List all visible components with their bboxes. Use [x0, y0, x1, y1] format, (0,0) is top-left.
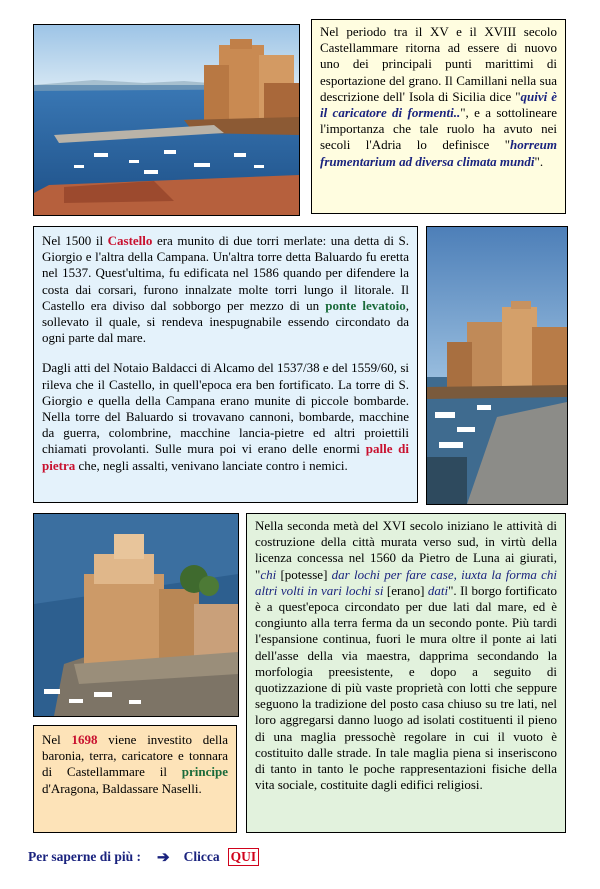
more-info-label: Per saperne di più : [28, 849, 142, 864]
baronia-text-box [33, 725, 237, 833]
year-1698-highlight: 1698 [71, 732, 98, 747]
palle-di-pietra-highlight: palle di pietra [42, 441, 409, 473]
castle-waterfront-photo [426, 226, 568, 505]
camillani-quote: quivi è il caricatore di formenti.. [320, 88, 557, 121]
adria-quote: horreum frumentarium ad diversa climata mundi [320, 137, 557, 169]
grain-export-text-box [311, 19, 566, 214]
walled-city-paragraph: Nella seconda metà del XVI secolo iniziano le attività di costruzione della città murata verso sud, in virtù della licenza concessa nel 1560 da Pietro de Luna ai giurati, "chi [potesse] dar lochi per fare case, iuxta la forma chi altri volti in vari lochi si [erano] dati". Il borgo fortificato è a quest'epoca circondato per due lati dal mare, ed è congiunto alla terra ferma da un secondo ponte. Più tardi l'espansione continua, fuori le mura oltre il ponte ai lati dell'asse della via maestra, dapprima secondando la morfologia preesistente, e dopo a seguito di quotizzazione di più vaste proprietà con lotti che seppure seguono la tradizione del posto casa chiuso su tre lati, nel loro aggregarsi danno luogo ad isolati costituenti il pieno di una maglia pressochè regolare in cui il vuoto è costituito dalle strade. In tale maglia piena si inseriscono di tanto in tanto le poche rappresentazioni fisiche della vita sociale, costituite dagli edifici religiosi. [255, 518, 557, 793]
licenza-quote-part1: chi [260, 566, 277, 582]
walled-city-text-box [246, 513, 566, 833]
notary-records-paragraph: Dagli atti del Notaio Baldacci di Alcamo del 1537/38 e del 1559/60, si rileva che il Castello, in quell'epoca era ben fortificato. La torre di S. Giorgio e quella della Campana erano munite di piccole bombarde. Nella torre del Baluardo si trovavano cannoni, bombarde, macchine da guerra, colombrine, macchine lancia-pietre ed altri proiettili chiamati provolanti. Sulle mura poi vi erano delle enormi palle di pietra che, negli assalti, venivano lanciate contro i nemici. [42, 360, 409, 473]
castle-harbor-illustration [34, 25, 299, 215]
castello-highlight: Castello [107, 233, 153, 248]
qui-link[interactable]: QUI [228, 848, 260, 866]
licenza-quote-part3: dati [427, 582, 449, 598]
footer-more-info [28, 846, 259, 868]
castle-aerial-photo [33, 513, 239, 717]
licenza-quote-part2: dar lochi per fare case, iuxta la forma chi altri volti in vari lochi si [255, 566, 557, 598]
arrow-right-icon: ➔ [157, 849, 170, 866]
ponte-levatoio-highlight: ponte levatoio [325, 297, 406, 313]
principe-highlight: principe [181, 764, 228, 780]
grain-export-paragraph: Nel periodo tra il XV e il XVIII secolo Castellammare ritorna ad essere di nuovo uno dei principali punti marittimi di esportazione del grano. Il Camillani nella sua descrizione dell' Isola di Sicilia dice "quivi è il caricatore di formenti..", e a sottolineare l'importanza che tale ruolo ha avuto nei secoli l'Adria lo definisce "horreum frumentarium ad diversa climata mundi". [320, 24, 557, 169]
castle-towers-paragraph: Nel 1500 il Castello era munito di due torri merlate: una detta di S. Giorgio e l'altra della Campana. Un'altra torre detta Baluardo fu eretta nel 1537. Quest'ultima, fu edificata nel 1586 quando per difendere la costa dai corsari, furono innalzate molte torri lungo il litorale. Il Castello era diviso dal sobborgo per mezzo di un ponte levatoio, sollevato il quale, si rendeva inespugnabile essendo circondato da ogni parte dal mare. [42, 233, 409, 346]
castle-waterfront-illustration [427, 227, 567, 504]
baronia-paragraph: Nel 1698 viene investito della baronia, terra, caricatore e tonnara di Castellammare il principe d'Aragona, Baldassare Naselli. [42, 732, 228, 796]
castle-aerial-illustration [34, 514, 238, 716]
castle-history-text-box [33, 226, 418, 503]
click-label: Clicca [183, 849, 220, 864]
castle-harbor-photo [33, 24, 300, 216]
